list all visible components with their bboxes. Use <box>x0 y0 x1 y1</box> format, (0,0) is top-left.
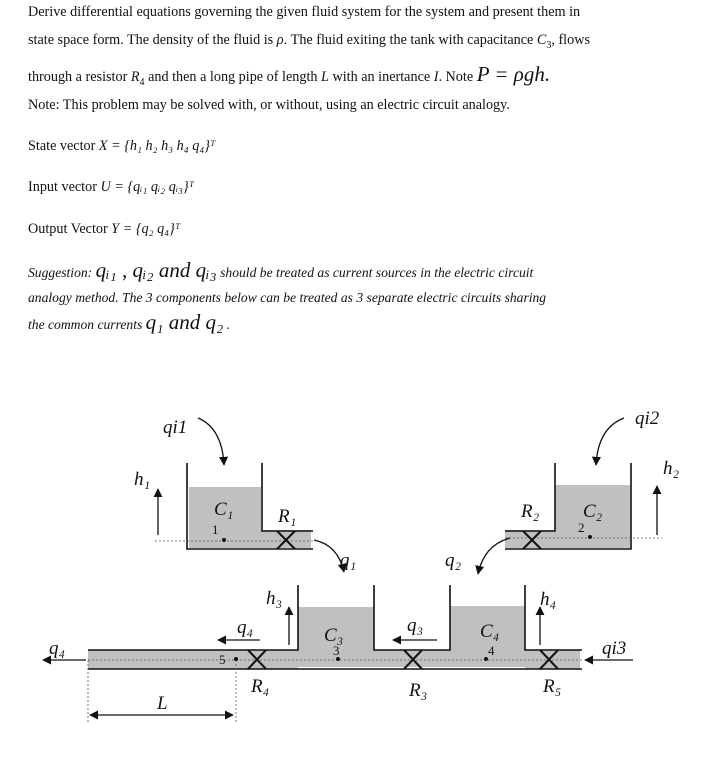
problem-line-2: state space form. The density of the fluid is ρ. The fluid exiting the tank with capacitance $C_3$, flows <box>28 32 590 51</box>
label-c1: C₁ <box>214 499 234 520</box>
label-c2: C₂ <box>583 501 603 522</box>
label-qi3: qi3 <box>602 638 627 659</box>
label-c4: C₄ <box>480 621 500 642</box>
label-r4: R₄ <box>251 676 270 697</box>
label-q3: q₃ <box>407 615 424 636</box>
label-q4-left: q₄ <box>49 638 66 659</box>
suggestion: Suggestion: qᵢ₁ , qᵢ₂ and qᵢ₃ should be treated as current sources in the electric circuit analogy method. The 3 components below can be treated as 3 separate electric circuits sharing the common currents q₁ and q₂ . <box>28 258 547 334</box>
reference-lines <box>88 538 662 722</box>
problem-line-1: Derive differential equations governing the given fluid system for the system and present them in <box>28 4 581 20</box>
node-5: 5 <box>219 652 226 667</box>
label-q2: q₂ <box>445 550 462 571</box>
label-h4: h₄ <box>540 589 557 610</box>
output-vector: Output Vector Y = {q₂ q₄}ᵀ <box>28 221 181 237</box>
label-q4-top: q₄ <box>237 617 254 638</box>
node-3: 3 <box>333 643 340 658</box>
label-h1: h₁ <box>134 469 151 490</box>
label-c3: C₃ <box>324 625 344 646</box>
label-qi1: qi1 <box>163 417 188 438</box>
label-r2: R₂ <box>521 501 540 522</box>
node-1: 1 <box>212 522 219 537</box>
label-q1: q₁ <box>340 550 357 571</box>
node-2: 2 <box>578 520 585 535</box>
input-vector: Input vector U = {qᵢ₁ qᵢ₂ qᵢ₃}ᵀ <box>28 179 195 195</box>
label-r5: R₅ <box>543 676 562 697</box>
label-h2: h₂ <box>663 458 680 479</box>
label-qi2: qi2 <box>635 408 660 429</box>
problem-line-3: through a resistor $R_4$ and then a long pipe of length L with an inertance I. Note P = ρgh. <box>28 62 551 88</box>
problem-note: Note: This problem may be solved with, or without, using an electric circuit analogy. <box>28 97 510 113</box>
fluid-fill <box>88 485 630 669</box>
label-r1: R₁ <box>278 506 297 527</box>
label-r3: R₃ <box>409 680 428 701</box>
label-h3: h₃ <box>266 588 283 609</box>
label-L: L <box>157 693 168 714</box>
node-4: 4 <box>488 643 495 658</box>
state-vector: State vector X = {h₁ h₂ h₃ h₄ q₄}ᵀ <box>28 138 216 154</box>
